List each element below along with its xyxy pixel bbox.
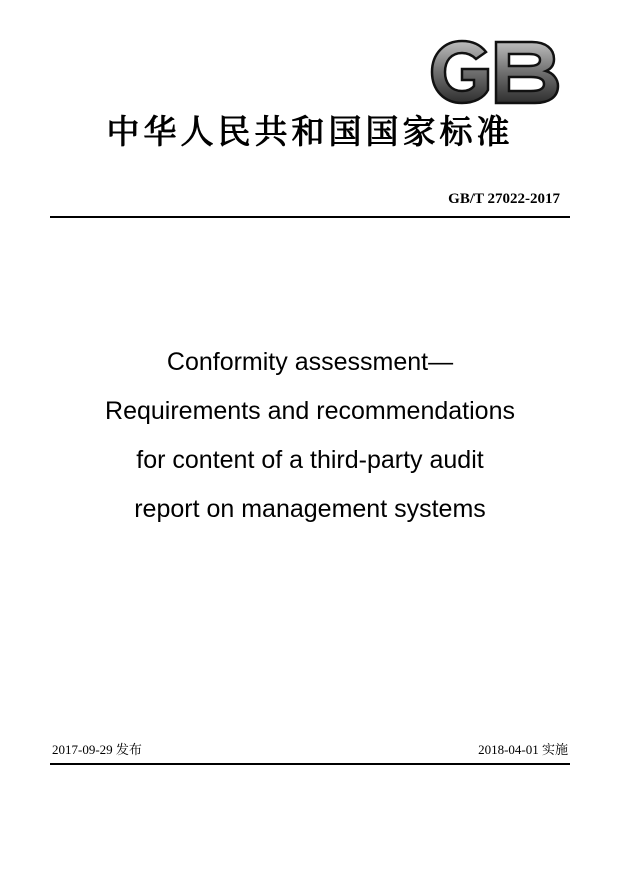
title-line: report on management systems <box>134 495 486 523</box>
title-line: for content of a third-party audit <box>136 446 484 474</box>
title-line: Conformity assessment— <box>166 348 454 376</box>
gb-logo <box>428 38 562 106</box>
implementation-date: 2018-04-01 实施 <box>478 742 568 757</box>
document-title <box>40 338 580 534</box>
title-line: Requirements and recommendations <box>105 397 515 425</box>
footer-divider <box>50 763 570 765</box>
standard-number: GB/T 27022-2017 <box>448 191 560 207</box>
header-divider <box>50 216 570 218</box>
issue-date: 2017-09-29 发布 <box>52 742 142 757</box>
national-standard-heading: 中华人民共和国国家标准 <box>106 112 514 151</box>
